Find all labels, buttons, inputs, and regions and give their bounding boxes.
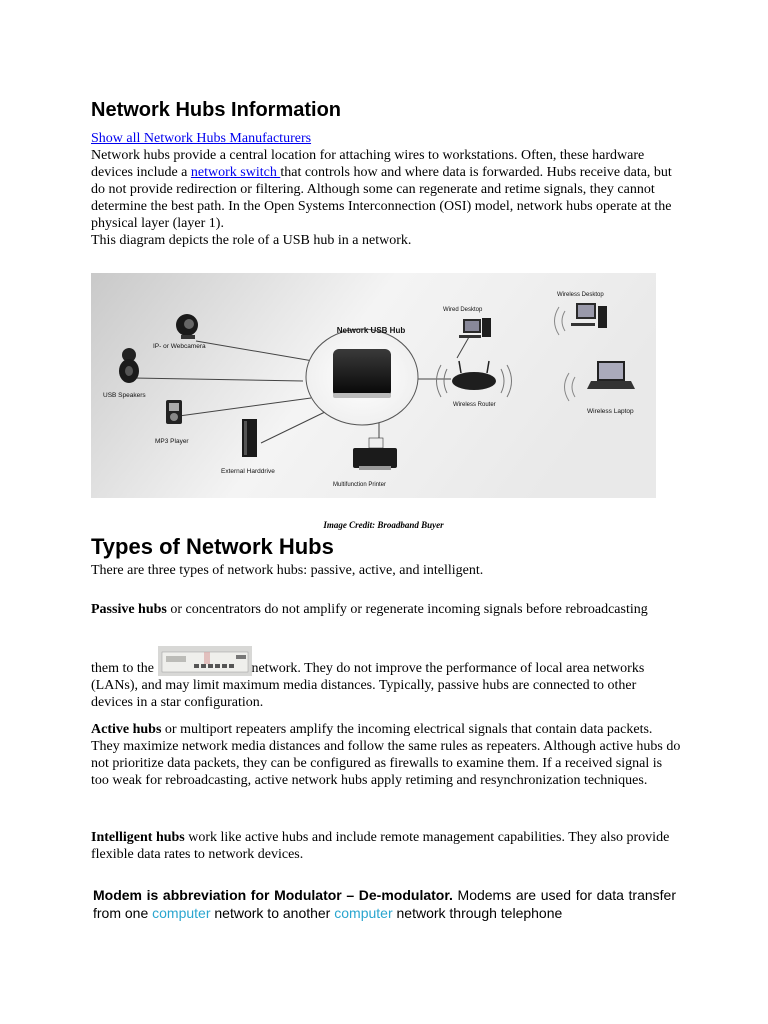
intelligent-hubs-text: work like active hubs and include remote management capabilities. They also provide flexible data rates to network devices. bbox=[91, 830, 670, 862]
show-all-manufacturers-link[interactable]: Show all Network Hubs Manufacturers bbox=[91, 131, 312, 146]
intelligent-hubs-paragraph bbox=[91, 829, 676, 863]
active-hubs-paragraph bbox=[91, 721, 681, 789]
network-switch-link[interactable]: network switch bbox=[190, 165, 281, 180]
passive-hubs-text-1: or concentrators do not amplify or regenerate incoming signals before rebroadcasting bbox=[166, 602, 648, 617]
webcam-label: IP- or Webcamera bbox=[153, 343, 206, 350]
computer-link-2[interactable]: computer bbox=[334, 905, 393, 921]
modem-text-1: Modems are used for data transfer from one bbox=[93, 887, 676, 921]
router-label: Wireless Router bbox=[453, 402, 496, 408]
wireless-desktop-label: Wireless Desktop bbox=[557, 292, 604, 298]
passive-hubs-text-3: network. They do not improve the performance of local area networks (LANs), and may limit maximum media distances. Typically, passive hubs are connected to other devices in a star configuration. bbox=[91, 661, 645, 710]
intro-paragraph bbox=[91, 147, 676, 232]
modem-paragraph bbox=[93, 886, 676, 922]
heading-network-hubs-information: Network Hubs Information bbox=[91, 99, 342, 121]
modem-term: Modem is abbreviation for Modulator – De-modulator. bbox=[93, 887, 453, 903]
passive-hubs-paragraph-line1 bbox=[91, 601, 648, 618]
types-intro-paragraph: There are three types of network hubs: passive, active, and intelligent. bbox=[91, 563, 484, 578]
harddrive-label: External Harddrive bbox=[221, 468, 275, 475]
image-credit: Image Credit: Broadband Buyer bbox=[323, 520, 444, 530]
mp3-label: MP3 Player bbox=[155, 438, 189, 445]
usb-hub-network-diagram bbox=[91, 273, 656, 498]
active-hubs-term: Active hubs bbox=[91, 722, 162, 737]
speakers-label: USB Speakers bbox=[103, 392, 146, 399]
passive-hubs-term: Passive hubs bbox=[91, 602, 167, 617]
computer-link-1[interactable]: computer bbox=[152, 905, 211, 921]
intro-text-2: that controls how and where data is forwarded. Hubs receive data, but do not provide redirection or filtering. Although some can regenerate and retime signals, they cannot determine the best path. In the Open Systems Interconnection (OSI) model, network hubs operate at the physical layer (layer 1). bbox=[91, 165, 672, 231]
passive-hubs-paragraph-line2 bbox=[91, 646, 676, 711]
active-hubs-text: or multiport repeaters amplify the incoming electrical signals that contain data packets. They maximize network media distances and follow the same rules as repeaters. Although active hubs do not prioritize data packets, they can be configured as firewalls to examine them. If a received signal is too weak for rebroadcasting, active network hubs apply retiming and resynchronization techniques. bbox=[91, 722, 681, 788]
modem-text-3: network through telephone bbox=[392, 905, 563, 921]
intro-text-1: Network hubs provide a central location for attaching wires to workstations. Often, these hardware devices include a bbox=[91, 148, 645, 180]
intelligent-hubs-term: Intelligent hubs bbox=[91, 830, 185, 845]
diagram-caption: This diagram depicts the role of a USB hub in a network. bbox=[91, 233, 412, 248]
heading-types-of-network-hubs: Types of Network Hubs bbox=[91, 534, 334, 559]
intro-section bbox=[91, 130, 676, 249]
passive-hubs-text-2: them to the bbox=[91, 661, 158, 676]
printer-label: Multifunction Printer bbox=[333, 482, 387, 488]
modem-text-2: network to another bbox=[210, 905, 335, 921]
wired-desktop-label: Wired Desktop bbox=[443, 307, 483, 313]
passive-hub-image bbox=[158, 646, 252, 676]
network-usb-hub-label: Network USB Hub bbox=[336, 326, 406, 335]
wireless-laptop-label: Wireless Laptop bbox=[587, 408, 634, 415]
